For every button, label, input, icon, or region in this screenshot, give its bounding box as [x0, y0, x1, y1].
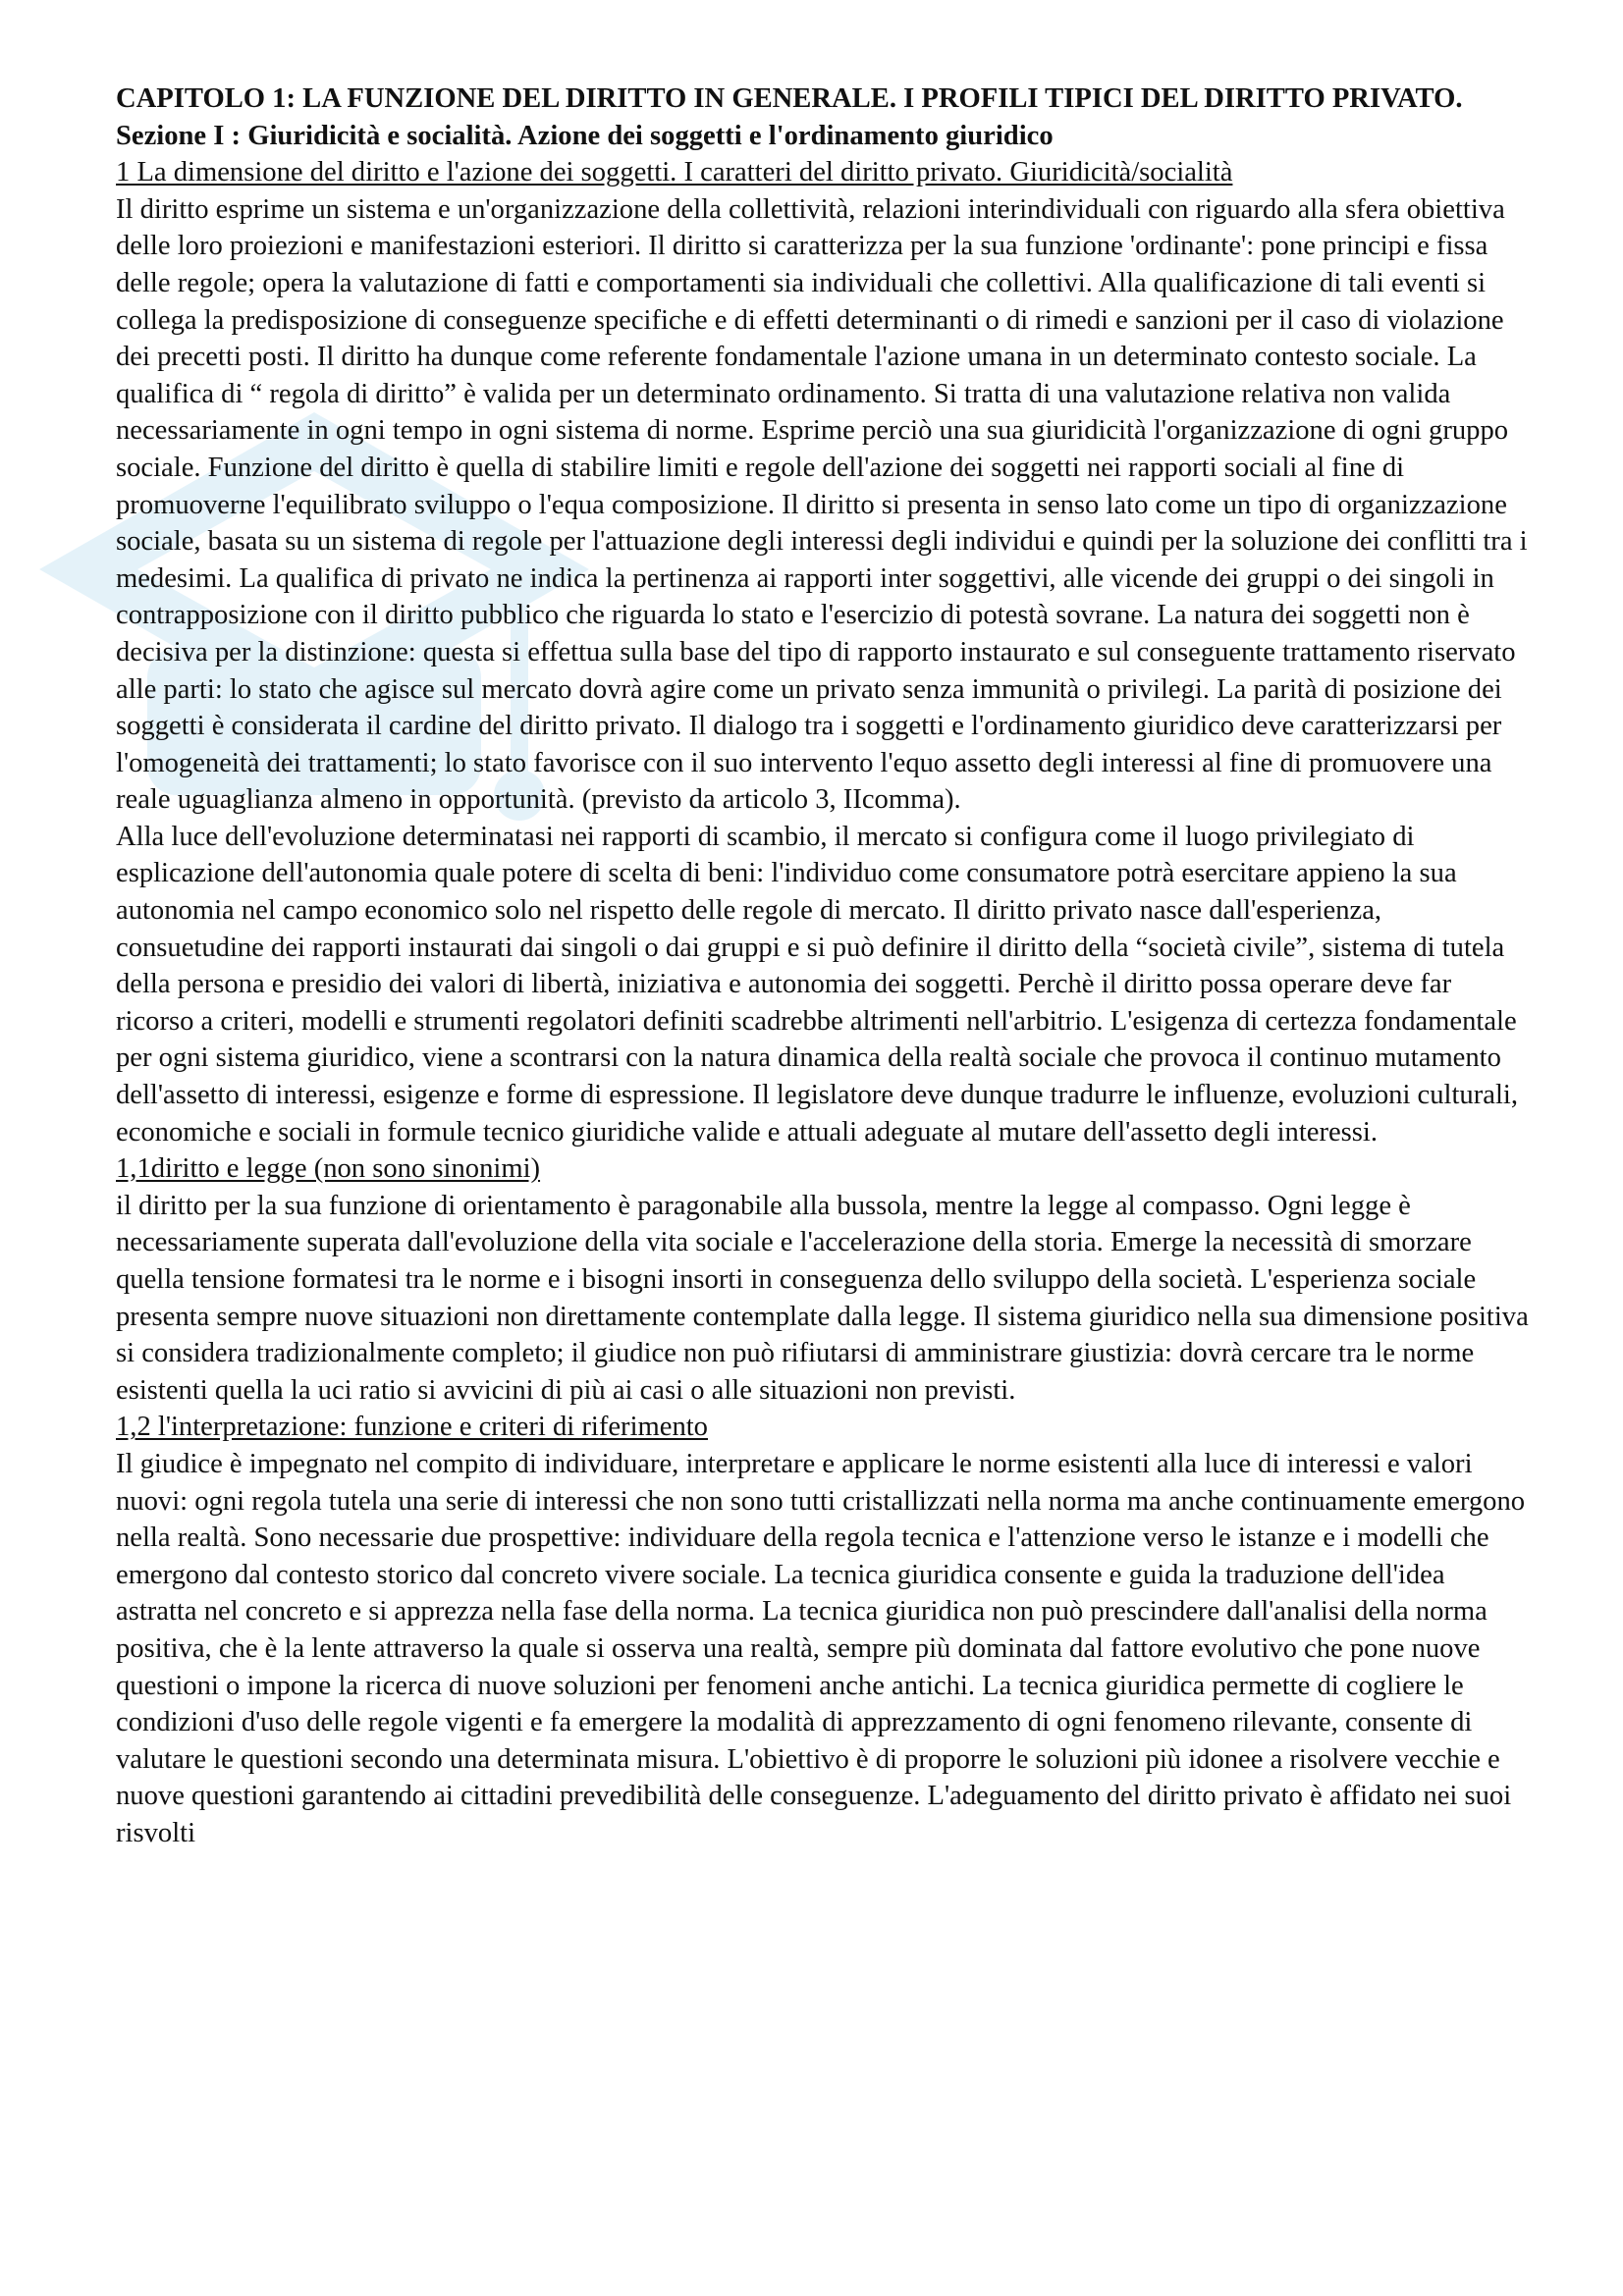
section-title: Sezione I : Giuridicità e socialità. Azione dei soggetti e l'ordinamento giuridico	[116, 120, 1054, 151]
subsection-heading: 1 La dimensione del diritto e l'azione dei soggetti. I caratteri del diritto privato. Giuridicità/socialità	[116, 157, 1233, 188]
subsection-heading: 1,2 l'interpretazione: funzione e criteri di riferimento	[116, 1412, 708, 1443]
paragraph: Il diritto esprime un sistema e un'organizzazione della collettività, relazioni interindividuali con riguardo alla sfera obiettiva delle loro proiezioni e manifestazioni esteriori. Il diritto si caratterizza per la sua funzione 'ordinante': pone principi e fissa delle regole; opera la valutazione di fatti e comportamenti sia individuali che collettivi. Alla qualificazione di tali eventi si collega la predisposizione di conseguenze specifiche e di effetti determinanti o di rimedi e sanzioni per il caso di violazione dei precetti posti. Il diritto ha dunque come referente fondamentale l'azione umana in un determinato contesto sociale. La qualifica di “ regola di diritto” è valida per un determinato ordinamento. Si tratta di una valutazione relativa non valida necessariamente in ogni tempo in ogni sistema di norme. Esprime perciò una sua giuridicità l'organizzazione di ogni gruppo sociale. Funzione del diritto è quella di stabilire limiti e regole dell'azione dei soggetti nei rapporti sociali al fine di promuoverne l'equilibrato sviluppo o l'equa composizione. Il diritto si presenta in senso lato come un tipo di organizzazione sociale, basata su un sistema di regole per l'attuazione degli interessi degli individui e quindi per la soluzione dei conflitti tra i medesimi. La qualifica di privato ne indica la pertinenza ai rapporti inter soggettivi, alle vicende dei gruppi o dei singoli in contrapposizione con il diritto pubblico che riguarda lo stato e l'esercizio di potestà sovrane. La natura dei soggetti non è decisiva per la distinzione: questa si effettua sulla base del tipo di rapporto instaurato e sul conseguente trattamento riservato alle parti: lo stato che agisce sul mercato dovrà agire come un privato senza immunità o privilegi. La parità di posizione dei soggetti è considerata il cardine del diritto privato. Il dialogo tra i soggetti e l'ordinamento giuridico deve caratterizzarsi per l'omogeneità dei trattamenti; lo stato favorisce con il suo intervento l'equo assetto degli interessi al fine di promuovere una reale uguaglianza almeno in opportunità. (previsto da articolo 3, IIcomma).	[116, 193, 1528, 816]
paragraph: Il giudice è impegnato nel compito di individuare, interpretare e applicare le norme esistenti alla luce di interessi e valori nuovi: ogni regola tutela una serie di interessi che non sono tutti cristallizzati nella norma ma anche continuamente emergono nella realtà. Sono necessarie due prospettive: individuare della regola tecnica e l'attenzione verso le istanze e i modelli che emergono dal contesto storico dal concreto vivere sociale. La tecnica giuridica consente e guida la traduzione dell'idea astratta nel concreto e si apprezza nella fase della norma. La tecnica giuridica non può prescindere dall'analisi della norma positiva, che è la lente attraverso la quale si osserva una realtà, sempre più dominata dal fattore evolutivo che pone nuove questioni o impone la ricerca di nuove soluzioni per fenomeni anche antichi. La tecnica giuridica permette di cogliere le condizioni d'uso delle regole vigenti e fa emergere la modalità di apprezzamento di ogni fenomeno rilevante, consente di valutare le questioni secondo una determinata misura. L'obiettivo è di proporre le soluzioni più idonee a risolvere vecchie e nuove questioni garantendo ai cittadini prevedibilità delle conseguenze. L'adeguamento del diritto privato è affidato nei suoi risvolti	[116, 1448, 1526, 1848]
document-page	[116, 80, 1530, 1852]
chapter-title: CAPITOLO 1: LA FUNZIONE DEL DIRITTO IN GENERALE. I PROFILI TIPICI DEL DIRITTO PRIVATO.	[116, 83, 1463, 114]
paragraph: il diritto per la sua funzione di orientamento è paragonabile alla bussola, mentre la legge al compasso. Ogni legge è necessariamente superata dall'evoluzione della vita sociale e l'accelerazione della storia. Emerge la necessità di smorzare quella tensione formatesi tra le norme e i bisogni insorti in conseguenza dello sviluppo della società. L'esperienza sociale presenta sempre nuove situazioni non direttamente contemplate dalla legge. Il sistema giuridico nella sua dimensione positiva si considera tradizionalmente completo; il giudice non può rifiutarsi di amministrare giustizia: dovrà cercare tra le norme esistenti quella la uci ratio si avvicini di più ai casi o alle situazioni non previsti.	[116, 1190, 1529, 1406]
subsection-heading: 1,1diritto e legge (non sono sinonimi)	[116, 1153, 541, 1185]
paragraph: Alla luce dell'evoluzione determinatasi nei rapporti di scambio, il mercato si configura come il luogo privilegiato di esplicazione dell'autonomia quale potere di scelta di beni: l'individuo come consumatore potrà esercitare appieno la sua autonomia nel campo economico solo nel rispetto delle regole di mercato. Il diritto privato nasce dall'esperienza, consuetudine dei rapporti instaurati dai singoli o dai gruppi e si può definire il diritto della “società civile”, sistema di tutela della persona e presidio dei valori di libertà, iniziativa e autonomia dei soggetti. Perchè il diritto possa operare deve far ricorso a criteri, modelli e strumenti regolatori definiti scadrebbe altrimenti nell'arbitrio. L'esigenza di certezza fondamentale per ogni sistema giuridico, viene a scontrarsi con la natura dinamica della realtà sociale che provoca il continuo mutamento dell'assetto di interessi, esigenze e forme di espressione. Il legislatore deve dunque tradurre le influenze, evoluzioni culturali, economiche e sociali in formule tecnico giuridiche valide e attuali adeguate al mutare dell'assetto degli interessi.	[116, 821, 1518, 1148]
